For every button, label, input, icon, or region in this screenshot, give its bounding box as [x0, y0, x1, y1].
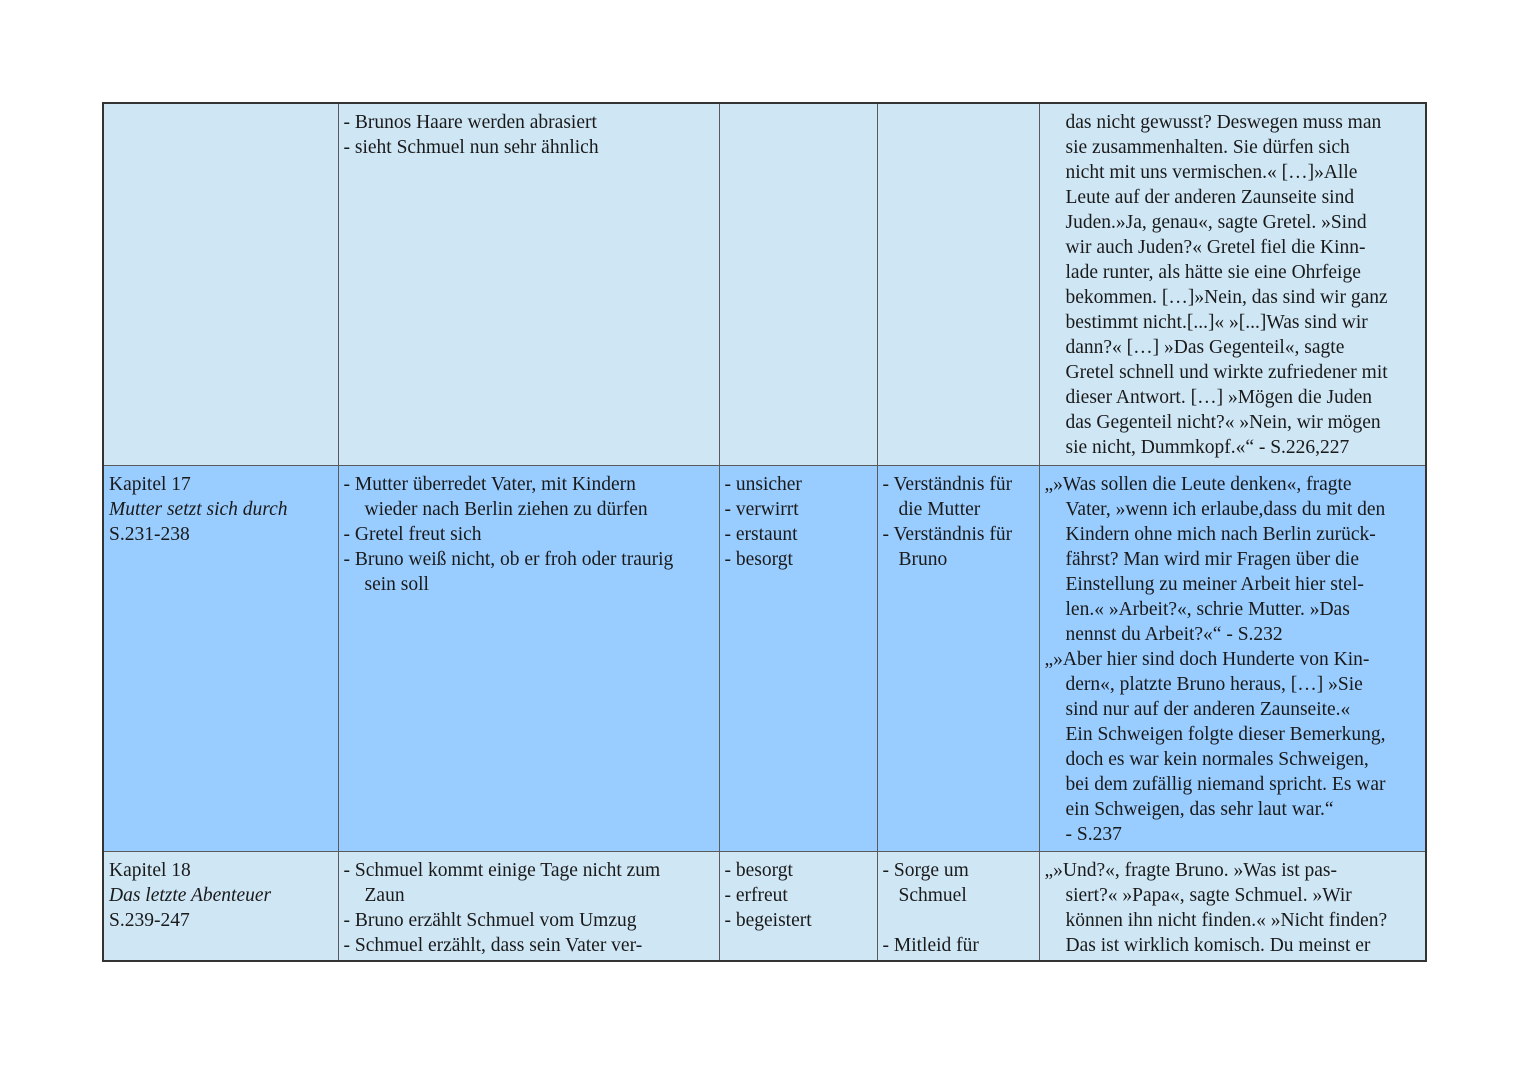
quote-line: „»Was sollen die Leute denken«, fragte — [1044, 473, 1352, 495]
table-row — [103, 465, 1426, 851]
reader-item — [883, 908, 1035, 933]
quote-line: ein Schweigen, das sehr laut war.“ — [1065, 798, 1334, 820]
feeling-item: - begeistert — [724, 909, 812, 931]
feelings-cell — [719, 465, 877, 851]
quote-line: - S.237 — [1065, 823, 1122, 845]
quote-line: Kindern ohne mich nach Berlin zurück- — [1065, 523, 1376, 545]
quote-line: sie nicht, Dummkopf.«“ - S.226,227 — [1065, 437, 1350, 458]
content-line: - Schmuel erzählt, dass sein Vater ver- — [343, 934, 643, 956]
quote-line: len.« »Arbeit?«, schrie Mutter. »Das — [1065, 598, 1350, 620]
quote-line: das nicht gewusst? Deswegen muss man — [1065, 112, 1382, 133]
quote-line: das Gegenteil nicht?« »Nein, wir mögen — [1065, 412, 1381, 433]
quote-line: doch es war kein normales Schweigen, — [1065, 748, 1369, 770]
feelings-cell — [719, 851, 877, 961]
content-line: sein soll — [364, 573, 429, 595]
quote-line: siert?« »Papa«, sagte Schmuel. »Wir — [1065, 884, 1352, 906]
quote-line: Gretel schnell und wirkte zufriedener mit — [1065, 362, 1388, 383]
content-line: - Gretel freut sich — [343, 523, 482, 545]
content-line: - Bruno erzählt Schmuel vom Umzug — [343, 909, 637, 931]
quote-line: Leute auf der anderen Zaunseite sind — [1065, 187, 1355, 208]
quote-cell — [1039, 465, 1426, 851]
chapter-cell — [103, 465, 338, 851]
quote-line: sie zusammenhalten. Sie dürfen sich — [1065, 137, 1350, 158]
quote-line: bei dem zufällig niemand spricht. Es war — [1065, 773, 1386, 795]
chapter-number: Kapitel 18 — [109, 859, 191, 881]
quote-line: dieser Antwort. […] »Mögen die Juden — [1065, 387, 1373, 408]
quote-line: „»Und?«, fragte Bruno. »Was ist pas- — [1044, 859, 1337, 881]
content-line: - sieht Schmuel nun sehr ähnlich — [343, 137, 599, 158]
table-row — [103, 103, 1426, 465]
feeling-item: - besorgt — [724, 548, 793, 570]
feelings-cell — [719, 103, 877, 465]
content-cell — [338, 851, 719, 961]
quote-line: sind nur auf der anderen Zaunseite.« — [1065, 698, 1351, 720]
reader-item: - Mitleid für — [882, 934, 979, 956]
feeling-item: - besorgt — [724, 859, 793, 881]
reader-item: Bruno — [898, 548, 948, 570]
quote-line: wir auch Juden?« Gretel fiel die Kinn- — [1065, 237, 1366, 258]
content-cell — [338, 103, 719, 465]
quote-line: Vater, »wenn ich erlaube,dass du mit den — [1065, 498, 1386, 520]
chapter-title: Mutter setzt sich durch — [109, 498, 288, 520]
reader-cell — [877, 851, 1039, 961]
chapter-title: Das letzte Abenteuer — [109, 884, 272, 906]
quote-line: bestimmt nicht.[...]« »[...]Was sind wir — [1065, 312, 1368, 333]
quote-line: können ihn nicht finden.« »Nicht finden? — [1065, 909, 1388, 931]
reader-item: - Verständnis für — [882, 473, 1013, 495]
quote-cell — [1039, 851, 1426, 961]
reader-cell — [877, 103, 1039, 465]
quote-line: Juden.»Ja, genau«, sagte Gretel. »Sind — [1065, 212, 1367, 233]
quote-cell — [1039, 103, 1426, 465]
quote-line: lade runter, als hätte sie eine Ohrfeige — [1065, 262, 1361, 283]
quote-line: dern«, platzte Bruno heraus, […] »Sie — [1065, 673, 1363, 695]
content-line: - Brunos Haare werden abrasiert — [343, 112, 597, 133]
reader-item: die Mutter — [898, 498, 981, 520]
quote-line: dann?« […] »Das Gegenteil«, sagte — [1065, 337, 1345, 358]
quote-line: Ein Schweigen folgte dieser Bemerkung, — [1065, 723, 1386, 745]
quote-line: fährst? Man wird mir Fragen über die — [1065, 548, 1359, 570]
quote-line: „»Aber hier sind doch Hunderte von Kin- — [1044, 648, 1370, 670]
content-line: - Mutter überredet Vater, mit Kindern — [343, 473, 636, 495]
content-line: wieder nach Berlin ziehen zu dürfen — [364, 498, 648, 520]
content-line: Zaun — [364, 884, 405, 906]
table-row — [103, 851, 1426, 961]
quote-line: nennst du Arbeit?«“ - S.232 — [1065, 623, 1283, 645]
content-line: - Bruno weiß nicht, ob er froh oder traurig — [343, 548, 674, 570]
quote-line: Das ist wirklich komisch. Du meinst er — [1065, 934, 1371, 956]
quote-line: nicht mit uns vermischen.« […]»Alle — [1065, 162, 1358, 183]
chapter-cell — [103, 103, 338, 465]
chapter-table — [102, 102, 1427, 962]
reader-item: Schmuel — [898, 884, 967, 906]
quote-line: bekommen. […]»Nein, das sind wir ganz — [1065, 287, 1388, 308]
chapter-pages: S.239-247 — [109, 909, 190, 931]
feeling-item: - erstaunt — [724, 523, 798, 545]
chapter-number: Kapitel 17 — [109, 473, 191, 495]
feeling-item: - erfreut — [724, 884, 788, 906]
chapter-pages: S.231-238 — [109, 523, 190, 545]
chapter-cell — [103, 851, 338, 961]
reader-item: - Verständnis für — [882, 523, 1013, 545]
feeling-item: - unsicher — [724, 473, 802, 495]
content-line: - Schmuel kommt einige Tage nicht zum — [343, 859, 661, 881]
feeling-item: - verwirrt — [724, 498, 799, 520]
quote-line: Einstellung zu meiner Arbeit hier stel- — [1065, 573, 1364, 595]
content-cell — [338, 465, 719, 851]
reader-cell — [877, 465, 1039, 851]
reader-item: - Sorge um — [882, 859, 969, 881]
